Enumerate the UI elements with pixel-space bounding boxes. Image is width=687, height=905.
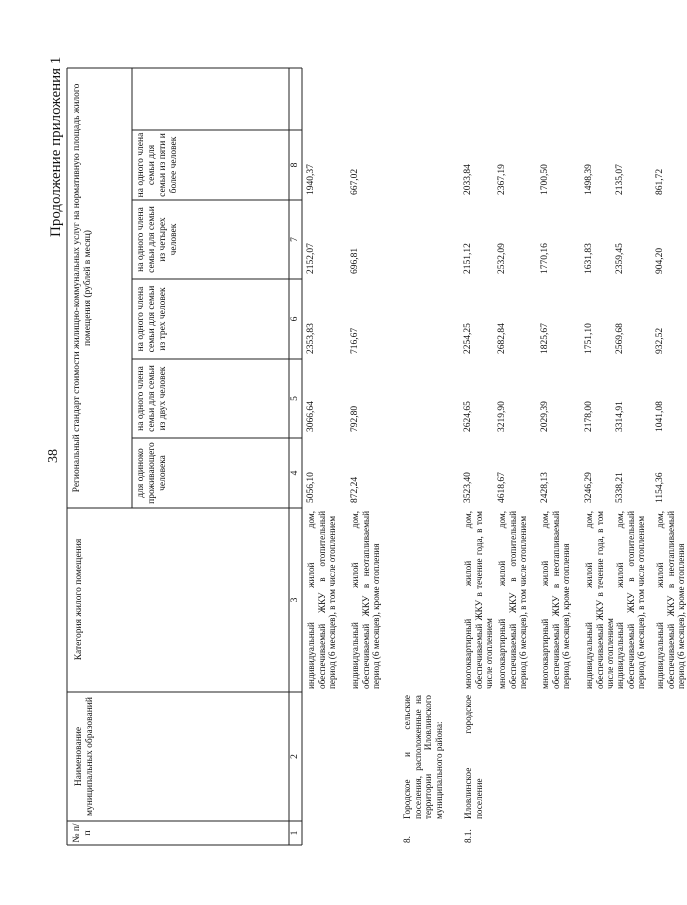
value-cell: 2367,19 bbox=[497, 164, 507, 195]
value-cell: 3314,91 bbox=[615, 401, 625, 432]
value-cell: 2135,07 bbox=[615, 164, 625, 195]
value-cell: 2428,13 bbox=[540, 472, 550, 503]
row-category: многоквартирный жилой дом, обеспечиваемый ЖКУ в течение года, в том числе отоплением bbox=[463, 511, 495, 689]
page-number: 38 bbox=[46, 449, 61, 463]
column-number: 3 bbox=[290, 597, 300, 603]
row-category: индивидуальный жилой дом, обеспечиваемый ЖКУ в неотапливаемый период (6 месяцев), кроме отопления bbox=[350, 511, 382, 689]
header-name: Наименование муниципальных образований bbox=[74, 697, 95, 816]
column-number: 4 bbox=[290, 470, 300, 476]
municipality-name: Иловлинское городское поселение bbox=[463, 695, 484, 819]
value-cell: 4618,67 bbox=[497, 472, 507, 503]
column-number: 2 bbox=[290, 754, 300, 759]
value-cell: 2624,65 bbox=[463, 401, 473, 432]
value-cell: 1940,37 bbox=[306, 164, 316, 195]
header-category: Категория жилого помещения bbox=[74, 538, 84, 661]
value-cell: 3219,90 bbox=[497, 401, 507, 432]
row-category: многоквартирный жилой дом, обеспечиваемый ЖКУ в отопительный период (6 месяцев), в том числе отоплением bbox=[497, 511, 529, 689]
column-number: 8 bbox=[290, 162, 300, 168]
header-standard: Региональный стандарт стоимости жилищно-коммунальных услуг на нормативную площадь жилого помещения (рублей в месяц) bbox=[72, 83, 93, 493]
row-number: 8. bbox=[402, 836, 412, 843]
value-cell: 1041,08 bbox=[655, 401, 665, 432]
value-cell: 667,02 bbox=[350, 168, 360, 195]
column-number: 5 bbox=[290, 396, 300, 401]
value-cell: 2029,39 bbox=[540, 401, 550, 432]
header-sub-4: на одного члена семьи для семьи из четырех человек bbox=[136, 206, 179, 273]
header-sub-2: на одного члена семьи для семьи из двух человек bbox=[136, 365, 168, 432]
row-category: индивидуальный жилой дом, обеспечиваемый ЖКУ в отопительный период (6 месяцев), в том числе отоплением bbox=[615, 511, 647, 689]
value-cell: 2359,45 bbox=[615, 243, 625, 274]
value-cell: 3066,64 bbox=[306, 401, 316, 432]
value-cell: 2151,12 bbox=[463, 243, 473, 274]
header-sub-1: для одиноко проживающего человека bbox=[136, 442, 168, 504]
column-number: 6 bbox=[290, 316, 300, 322]
value-cell: 2254,25 bbox=[463, 323, 473, 354]
value-cell: 3523,40 bbox=[463, 472, 473, 503]
value-cell: 792,80 bbox=[350, 405, 360, 432]
value-cell: 5338,21 bbox=[615, 472, 625, 503]
header-sub-3: на одного члена семьи для семьи из трех человек bbox=[136, 285, 168, 353]
value-cell: 1825,67 bbox=[540, 323, 550, 354]
row-category: индивидуальный жилой дом, обеспечиваемый ЖКУ в отопительный период (6 месяцев), в том числе отоплением bbox=[306, 511, 338, 689]
value-cell: 1751,10 bbox=[584, 323, 594, 354]
value-cell: 3246,29 bbox=[584, 472, 594, 503]
value-cell: 904,20 bbox=[655, 247, 665, 274]
value-cell: 1154,36 bbox=[655, 472, 665, 503]
value-cell: 2353,83 bbox=[306, 323, 316, 354]
value-cell: 872,24 bbox=[350, 476, 360, 503]
header-sub-5: на одного члена семьи для семьи из пяти и более человек bbox=[136, 132, 179, 198]
column-number: 7 bbox=[290, 237, 300, 242]
value-cell: 716,67 bbox=[350, 327, 360, 354]
value-cell: 696,81 bbox=[350, 247, 360, 274]
value-cell: 932,52 bbox=[655, 327, 665, 354]
value-cell: 2532,09 bbox=[497, 243, 507, 274]
row-category: индивидуальный жилой дом, обеспечиваемый ЖКУ в неотапливаемый период (6 месяцев), кроме отопления bbox=[655, 511, 687, 689]
value-cell: 2569,68 bbox=[615, 323, 625, 354]
header-num: № п/п bbox=[72, 823, 93, 843]
value-cell: 861,72 bbox=[655, 168, 665, 195]
value-cell: 1631,83 bbox=[584, 243, 594, 274]
municipality-name: Городское и сельские поселения, расположенные на территории Иловлинского муниципального района: bbox=[402, 695, 444, 819]
value-cell: 2682,84 bbox=[497, 323, 507, 354]
row-category: индивидуальный жилой дом, обеспечиваемый ЖКУ в течение года, в том числе отоплением bbox=[584, 511, 616, 689]
value-cell: 1770,16 bbox=[540, 243, 550, 274]
row-number: 8.1. bbox=[463, 829, 473, 843]
value-cell: 5056,10 bbox=[306, 472, 316, 503]
value-cell: 2178,00 bbox=[584, 401, 594, 432]
value-cell: 2152,07 bbox=[306, 243, 316, 274]
appendix-caption: Продолжение приложения 1 bbox=[48, 56, 64, 237]
value-cell: 2033,84 bbox=[463, 164, 473, 195]
value-cell: 1498,39 bbox=[584, 164, 594, 195]
column-number: 1 bbox=[290, 830, 300, 836]
value-cell: 1700,50 bbox=[540, 164, 550, 195]
row-category: многоквартирный жилой дом, обеспечиваемый ЖКУ в неотапливаемый период (6 месяцев), кроме отопления bbox=[540, 511, 572, 689]
